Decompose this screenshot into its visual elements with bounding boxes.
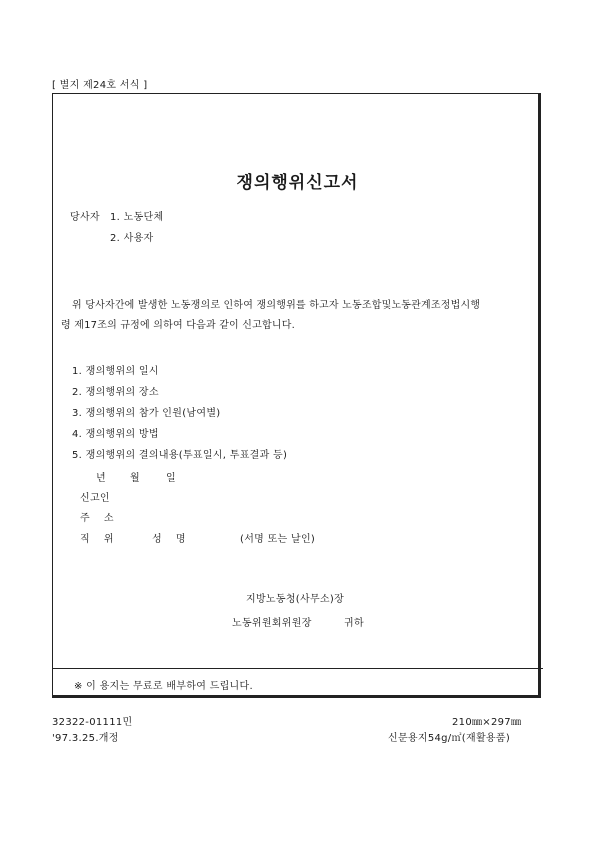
intro-line-2: 령 제17조의 규정에 의하여 다음과 같이 신고합니다. — [61, 320, 295, 331]
party-union: 1. 노동단체 — [110, 212, 164, 223]
signature-note: (서명 또는 날인) — [240, 534, 316, 545]
item-place: 2. 쟁의행위의 장소 — [72, 387, 159, 398]
position-label: 직 위 — [80, 534, 114, 545]
recipient-honorific: 귀하 — [344, 618, 364, 629]
parties-label: 당사자 — [70, 212, 100, 223]
page-title: 쟁의행위신고서 — [236, 173, 359, 193]
revision-date: '97.3.25.개정 — [52, 733, 119, 744]
intro-line-1: 위 당사자간에 발생한 노동쟁의로 인하여 쟁의행위를 하고자 노동조합및노동관계조정법시행 — [72, 300, 481, 311]
party-employer: 2. 사용자 — [110, 233, 154, 244]
date-year: 년 — [96, 473, 106, 484]
date-day: 일 — [166, 473, 176, 484]
form-code: 32322-01111민 — [52, 717, 133, 728]
item-method: 4. 쟁의행위의 방법 — [72, 429, 159, 440]
recipient-labor-committee: 노동위원회위원장 — [232, 618, 312, 629]
item-date-time: 1. 쟁의행위의 일시 — [72, 366, 159, 377]
footnote: ※ 이 용지는 무료로 배부하여 드립니다. — [74, 681, 253, 692]
paper-type: 신문용지54g/㎡(재활용품) — [388, 733, 511, 744]
reporter-label: 신고인 — [80, 493, 110, 504]
item-participants: 3. 쟁의행위의 참가 인원(남여별) — [72, 408, 221, 419]
form-number: [ 별지 제24호 서식 ] — [52, 80, 148, 91]
name-label: 성 명 — [152, 534, 186, 545]
address-label: 주 소 — [80, 513, 114, 524]
item-resolution: 5. 쟁의행위의 결의내용(투표일시, 투표결과 등) — [72, 450, 288, 461]
recipient-labor-office: 지방노동청(사무소)장 — [246, 594, 345, 605]
date-month: 월 — [130, 473, 140, 484]
paper-size: 210㎜×297㎜ — [452, 717, 522, 728]
footnote-divider — [52, 668, 543, 669]
